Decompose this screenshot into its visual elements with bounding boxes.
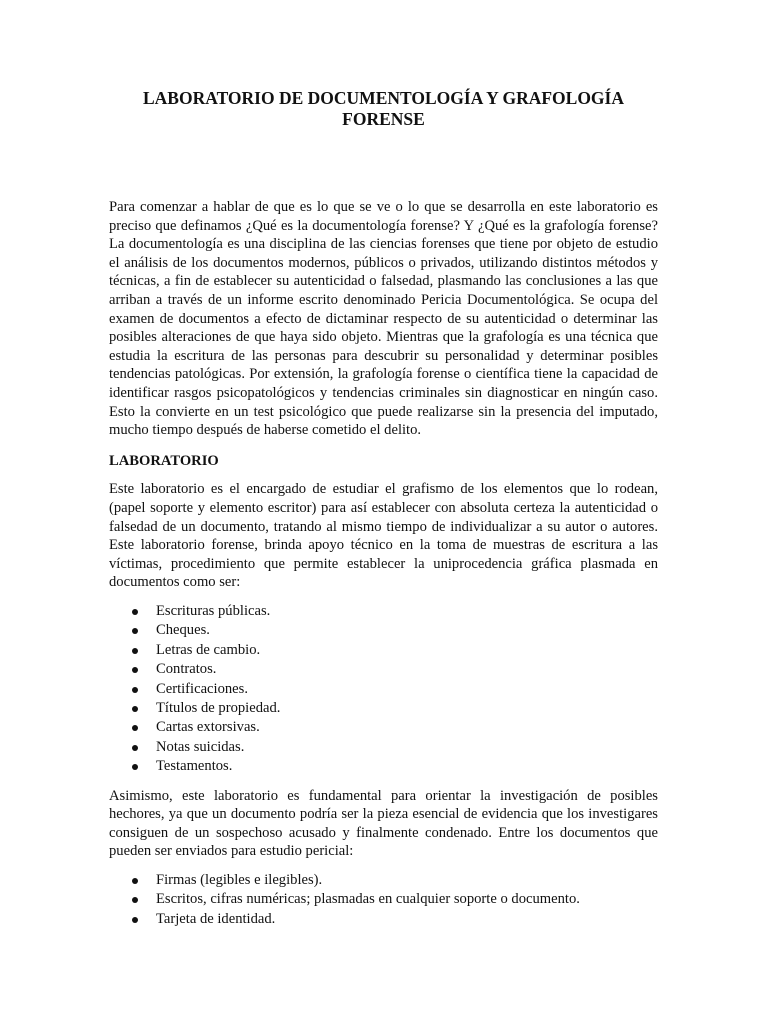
bullet-icon bbox=[132, 725, 138, 731]
list-item-text: Tarjeta de identidad. bbox=[156, 910, 276, 927]
list-item-text: Certificaciones. bbox=[156, 680, 248, 697]
list-item bbox=[109, 890, 658, 909]
bullet-icon bbox=[132, 706, 138, 712]
list-item-text: Cartas extorsivas. bbox=[156, 719, 260, 736]
list-item-text: Notas suicidas. bbox=[156, 738, 245, 755]
bullet-icon bbox=[132, 764, 138, 770]
list-item-text: Firmas (legibles e ilegibles). bbox=[156, 871, 323, 888]
list-item bbox=[109, 699, 658, 718]
document-page bbox=[109, 88, 658, 939]
bullet-icon bbox=[132, 745, 138, 751]
list-item-text: Cheques. bbox=[156, 622, 210, 639]
list-item bbox=[109, 738, 658, 757]
list-item bbox=[109, 680, 658, 699]
list-item bbox=[109, 871, 658, 890]
list-item-text: Contratos. bbox=[156, 661, 217, 678]
bullet-icon bbox=[132, 687, 138, 693]
documents-list bbox=[109, 602, 658, 777]
list-item bbox=[109, 718, 658, 737]
list-item-text: Testamentos. bbox=[156, 758, 233, 775]
section-heading: LABORATORIO bbox=[109, 452, 219, 469]
bullet-icon bbox=[132, 609, 138, 615]
list-item bbox=[109, 621, 658, 640]
list-item-text: Escrituras públicas. bbox=[156, 602, 271, 619]
list-item bbox=[109, 910, 658, 929]
list-item-text: Letras de cambio. bbox=[156, 641, 261, 658]
bullet-icon bbox=[132, 667, 138, 673]
document-title: LABORATORIO DE DOCUMENTOLOGÍA Y GRAFOLOGÍA FORENSE bbox=[143, 88, 624, 129]
bullet-icon bbox=[132, 917, 138, 923]
list-item bbox=[109, 602, 658, 621]
bullet-icon bbox=[132, 897, 138, 903]
bullet-icon bbox=[132, 878, 138, 884]
intro-paragraph: Para comenzar a hablar de que es lo que se ve o lo que se desarrolla en este laboratorio es preciso que definamos ¿Qué es la documentología forense? Y ¿Qué es la grafología forense? La documentología es una disciplina de las ciencias forenses que tiene por objeto de estudio el análisis de los documentos modernos, públicos o privados, utilizando distintos métodos y técnicas, a fin de establecer su autenticidad o falsedad, plasmando las conclusiones a las que arriban a través de un informe escrito denominado Pericia Documentológica. Se ocupa del examen de documentos a efecto de dictaminar respecto de su autenticidad o determinar las posibles alteraciones de que haya sido objeto. Mientras que la grafología es una técnica que estudia la escritura de las personas para descubrir su personalidad y determinar posibles tendencias patológicas. Por extensión, la grafología forense o científica tiene la capacidad de identificar rasgos psicopatológicos y tendencias criminales sin diagnosticar en ningún caso. Esto la convierte en un test psicológico que puede realizarse sin la presencia del imputado, mucho tiempo después de haberse cometido el delito. bbox=[109, 199, 658, 439]
section-paragraph: Este laboratorio es el encargado de estudiar el grafismo de los elementos que lo rodean, (papel soporte y elemento escritor) para así establecer con absoluta certeza la autenticidad o falsedad de un documento, tratando al mismo tiempo de individualizar a su autor o autores. Este laboratorio forense, brinda apoyo técnico en la toma de muestras de escritura a las víctimas, procedimiento que permite establecer la uniprocedencia gráfica plasmada en documentos como ser: bbox=[109, 481, 658, 591]
list-item-text: Títulos de propiedad. bbox=[156, 699, 281, 716]
bullet-icon bbox=[132, 648, 138, 654]
list-item bbox=[109, 641, 658, 660]
bullet-icon bbox=[132, 628, 138, 634]
list-item bbox=[109, 757, 658, 776]
list-item bbox=[109, 660, 658, 679]
closing-paragraph: Asimismo, este laboratorio es fundamental para orientar la investigación de posibles hechores, ya que un documento podría ser la pieza esencial de evidencia que los investigares consiguen de un sospechoso acusado y finalmente condenado. Entre los documentos que pueden ser enviados para estudio pericial: bbox=[109, 787, 658, 860]
list-item-text: Escritos, cifras numéricas; plasmadas en cualquier soporte o documento. bbox=[156, 891, 580, 908]
evidence-list bbox=[109, 871, 658, 929]
